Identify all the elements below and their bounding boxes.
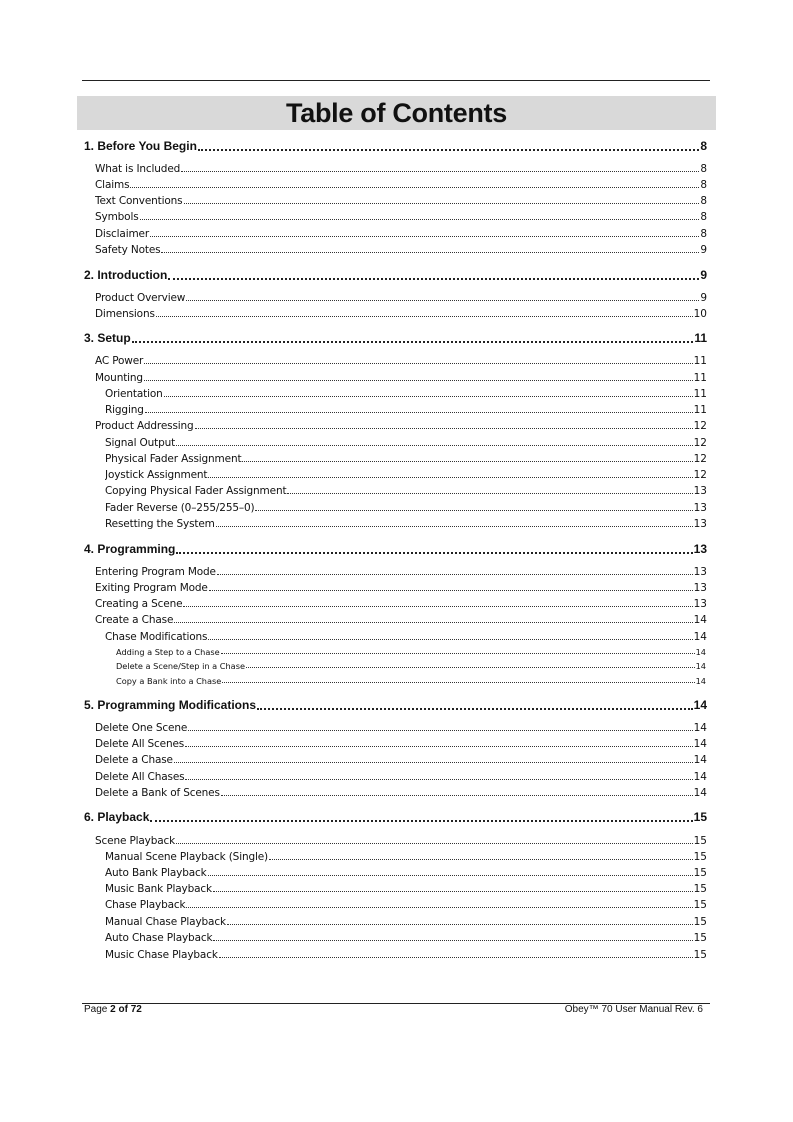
toc-entry[interactable] <box>105 388 707 400</box>
toc-entry-page-number: 15 <box>693 835 707 847</box>
toc-entry[interactable] <box>95 771 707 783</box>
toc-entry[interactable] <box>105 518 707 530</box>
dot-leader <box>221 795 693 796</box>
toc-entry[interactable] <box>105 899 707 911</box>
toc-entry[interactable] <box>95 228 707 240</box>
toc-entry-label: Fader Reverse (0–255/255–0) <box>105 502 255 514</box>
toc-entry-page-number: 14 <box>693 738 707 750</box>
dot-leader <box>209 590 693 591</box>
dot-leader <box>130 187 699 188</box>
toc-entry-page-number: 8 <box>700 195 707 207</box>
toc-entry-label: 3. Setup <box>84 331 131 345</box>
toc-entry-page-number: 11 <box>693 404 707 416</box>
toc-entry-page-number: 9 <box>700 268 707 282</box>
toc-entry-page-number: 11 <box>694 331 707 345</box>
dot-leader <box>181 171 699 172</box>
dot-leader <box>242 461 692 462</box>
dot-leader <box>145 412 693 413</box>
toc-entry-page-number: 13 <box>693 542 707 556</box>
toc-entry[interactable] <box>95 738 707 750</box>
toc-entry[interactable] <box>105 437 707 449</box>
toc-entry[interactable] <box>105 404 707 416</box>
toc-entry-label: Exiting Program Mode <box>95 582 208 594</box>
dot-leader <box>217 574 693 575</box>
toc-entry-page-number: 9 <box>700 292 707 304</box>
toc-section-heading[interactable] <box>84 698 707 712</box>
toc-entry-label: Manual Scene Playback (Single) <box>105 851 269 863</box>
toc-entry-label: What is Included <box>95 163 181 175</box>
toc-entry-page-number: 14 <box>693 614 707 626</box>
toc-entry-label: Auto Bank Playback <box>105 867 207 879</box>
toc-entry[interactable] <box>95 195 707 207</box>
toc-entry[interactable] <box>116 676 706 686</box>
dot-leader <box>176 552 692 554</box>
toc-entry-page-number: 14 <box>693 631 707 643</box>
toc-entry-label: 4. Programming <box>84 542 176 556</box>
toc-entry-label: Orientation <box>105 388 163 400</box>
toc-entry-label: Delete a Bank of Scenes <box>95 787 220 799</box>
footer-page-current: 2 <box>110 1004 116 1015</box>
toc-section-heading[interactable] <box>84 268 707 282</box>
toc-entry-label: Adding a Step to a Chase <box>116 647 220 657</box>
toc-entry-page-number: 12 <box>693 469 707 481</box>
toc-entry-label: Product Addressing <box>95 420 194 432</box>
toc-entry-label: Copy a Bank into a Chase <box>116 676 222 686</box>
dot-leader <box>213 891 693 892</box>
toc-entry-page-number: 12 <box>693 437 707 449</box>
dot-leader <box>132 341 694 343</box>
toc-entry-page-number: 15 <box>693 867 707 879</box>
toc-entry-label: 2. Introduction <box>84 268 168 282</box>
toc-entry-label: Mounting <box>95 372 143 384</box>
dot-leader <box>144 380 693 381</box>
dot-leader <box>161 252 699 253</box>
dot-leader <box>184 203 700 204</box>
toc-entry[interactable] <box>105 883 707 895</box>
dot-leader <box>213 940 692 941</box>
dot-leader <box>198 149 699 151</box>
toc-entry[interactable] <box>116 661 706 671</box>
page-title: Table of Contents <box>286 98 507 128</box>
dot-leader <box>287 493 692 494</box>
toc-entry-page-number: 15 <box>693 883 707 895</box>
toc-entry-page-number: 9 <box>700 244 707 256</box>
footer-manual-title: Obey™ 70 User Manual Rev. 6 <box>564 1004 703 1015</box>
dot-leader <box>221 653 695 654</box>
toc-entry-page-number: 8 <box>700 139 707 153</box>
toc-entry[interactable] <box>95 582 707 594</box>
toc-entry-label: Dimensions <box>95 308 155 320</box>
dot-leader <box>164 396 693 397</box>
toc-entry-page-number: 14 <box>693 698 707 712</box>
toc-entry-label: Chase Modifications <box>105 631 208 643</box>
footer-page-number <box>84 1004 142 1015</box>
dot-leader <box>174 762 693 763</box>
toc-entry-label: Product Overview <box>95 292 186 304</box>
toc-entry[interactable] <box>95 614 707 626</box>
toc-entry[interactable] <box>95 292 707 304</box>
toc-entry-label: 6. Playback <box>84 810 150 824</box>
toc-entry-page-number: 10 <box>693 308 707 320</box>
toc-entry[interactable] <box>95 722 707 734</box>
toc-entry[interactable] <box>105 916 707 928</box>
dot-leader <box>176 445 693 446</box>
dot-leader <box>186 300 699 301</box>
dot-leader <box>144 363 692 364</box>
toc-entry[interactable] <box>105 485 707 497</box>
toc-entry-page-number: 13 <box>693 518 707 530</box>
footer-page-of: of <box>115 1004 131 1015</box>
toc-entry-label: Delete a Scene/Step in a Chase <box>116 661 246 671</box>
footer-page-prefix: Page <box>84 1004 111 1015</box>
toc-entry-page-number: 13 <box>693 485 707 497</box>
toc-entry-page-number: 14 <box>695 661 706 671</box>
toc-entry[interactable] <box>95 211 707 223</box>
dot-leader <box>168 278 699 280</box>
toc-entry-page-number: 12 <box>693 453 707 465</box>
toc-entry-page-number: 12 <box>693 420 707 432</box>
toc-entry-page-number: 11 <box>693 388 707 400</box>
toc-entry-label: Entering Program Mode <box>95 566 216 578</box>
toc-entry[interactable] <box>95 787 707 799</box>
toc-entry[interactable] <box>95 163 707 175</box>
toc-entry[interactable] <box>95 355 707 367</box>
dot-leader <box>150 820 692 822</box>
toc-entry-label: Music Bank Playback <box>105 883 212 895</box>
toc-entry[interactable] <box>95 372 707 384</box>
toc-entry[interactable] <box>105 502 707 514</box>
toc-entry-page-number: 8 <box>700 163 707 175</box>
toc-entry-page-number: 8 <box>700 228 707 240</box>
toc-entry-page-number: 13 <box>693 598 707 610</box>
toc-entry-label: Disclaimer <box>95 228 150 240</box>
toc-entry-label: Music Chase Playback <box>105 949 218 961</box>
toc-entry[interactable] <box>95 308 707 320</box>
toc-entry-page-number: 13 <box>693 502 707 514</box>
toc-entry[interactable] <box>105 453 707 465</box>
dot-leader <box>269 859 693 860</box>
dot-leader <box>208 875 693 876</box>
toc-entry-label: Delete All Scenes <box>95 738 185 750</box>
dot-leader <box>219 957 693 958</box>
toc-entry[interactable] <box>95 179 707 191</box>
toc-entry-page-number: 15 <box>693 899 707 911</box>
toc-section-heading[interactable] <box>84 542 707 556</box>
toc-entry[interactable] <box>95 835 707 847</box>
toc-entry-label: Claims <box>95 179 130 191</box>
toc-entry-label: Physical Fader Assignment <box>105 453 242 465</box>
dot-leader <box>222 682 694 683</box>
dot-leader <box>183 606 692 607</box>
toc-entry-label: Copying Physical Fader Assignment <box>105 485 287 497</box>
toc-entry-page-number: 15 <box>693 949 707 961</box>
toc-entry-page-number: 11 <box>693 372 707 384</box>
toc-entry-label: Creating a Scene <box>95 598 183 610</box>
dot-leader <box>246 667 695 668</box>
toc-section-heading[interactable] <box>84 810 707 824</box>
toc-entry[interactable] <box>95 566 707 578</box>
toc-entry-page-number: 15 <box>693 932 707 944</box>
footer-page-total: 72 <box>130 1004 142 1015</box>
toc-entry[interactable] <box>105 949 707 961</box>
toc-section-heading[interactable] <box>84 331 707 345</box>
toc-entry-label: 1. Before You Begin <box>84 139 197 153</box>
dot-leader <box>255 510 692 511</box>
dot-leader <box>176 843 693 844</box>
toc-entry-page-number: 8 <box>700 179 707 191</box>
dot-leader <box>257 708 693 710</box>
toc-entry-label: 5. Programming Modifications <box>84 698 257 712</box>
dot-leader <box>140 219 700 220</box>
dot-leader <box>227 924 693 925</box>
toc-entry-page-number: 14 <box>693 771 707 783</box>
toc-entry-page-number: 13 <box>693 566 707 578</box>
toc-entry-label: Delete All Chases <box>95 771 185 783</box>
dot-leader <box>208 477 692 478</box>
toc-entry-label: Create a Chase <box>95 614 174 626</box>
toc-entry-page-number: 13 <box>693 582 707 594</box>
toc-entry-page-number: 15 <box>693 851 707 863</box>
toc-entry[interactable] <box>105 867 707 879</box>
toc-entry[interactable] <box>95 244 707 256</box>
toc-entry-label: Auto Chase Playback <box>105 932 213 944</box>
toc-entry-label: Rigging <box>105 404 144 416</box>
dot-leader <box>185 779 692 780</box>
toc-entry-page-number: 15 <box>693 810 707 824</box>
dot-leader <box>216 526 693 527</box>
dot-leader <box>195 428 693 429</box>
toc-entry-label: Joystick Assignment <box>105 469 208 481</box>
toc-entry[interactable] <box>105 932 707 944</box>
toc-entry-label: Text Conventions <box>95 195 183 207</box>
toc-entry-label: Safety Notes <box>95 244 161 256</box>
toc-entry[interactable] <box>95 598 707 610</box>
toc-entry-page-number: 14 <box>695 647 706 657</box>
toc-entry-label: Chase Playback <box>105 899 186 911</box>
toc-entry-page-number: 8 <box>700 211 707 223</box>
dot-leader <box>185 746 692 747</box>
toc-entry[interactable] <box>95 420 707 432</box>
toc-entry-page-number: 15 <box>693 916 707 928</box>
toc-entry[interactable] <box>116 647 706 657</box>
toc-entry-label: Signal Output <box>105 437 176 449</box>
toc-entry-label: Resetting the System <box>105 518 215 530</box>
dot-leader <box>188 730 692 731</box>
toc-entry[interactable] <box>95 754 707 766</box>
toc-entry-label: Symbols <box>95 211 139 223</box>
dot-leader <box>174 622 692 623</box>
dot-leader <box>186 907 692 908</box>
toc-entry-label: Scene Playback <box>95 835 176 847</box>
toc-entry-page-number: 14 <box>695 676 706 686</box>
toc-entry[interactable] <box>105 851 707 863</box>
toc-entry-label: Manual Chase Playback <box>105 916 226 928</box>
toc-section-heading[interactable] <box>84 139 707 153</box>
toc-entry[interactable] <box>105 469 707 481</box>
toc-entry-page-number: 11 <box>693 355 707 367</box>
toc-entry-page-number: 14 <box>693 722 707 734</box>
toc-entry-label: Delete a Chase <box>95 754 173 766</box>
toc-entry-page-number: 14 <box>693 754 707 766</box>
toc-entry-page-number: 14 <box>693 787 707 799</box>
dot-leader <box>156 316 693 317</box>
toc-entry[interactable] <box>105 631 707 643</box>
toc-entry-label: AC Power <box>95 355 144 367</box>
toc-entry-label: Delete One Scene <box>95 722 188 734</box>
dot-leader <box>208 639 692 640</box>
dot-leader <box>150 236 699 237</box>
